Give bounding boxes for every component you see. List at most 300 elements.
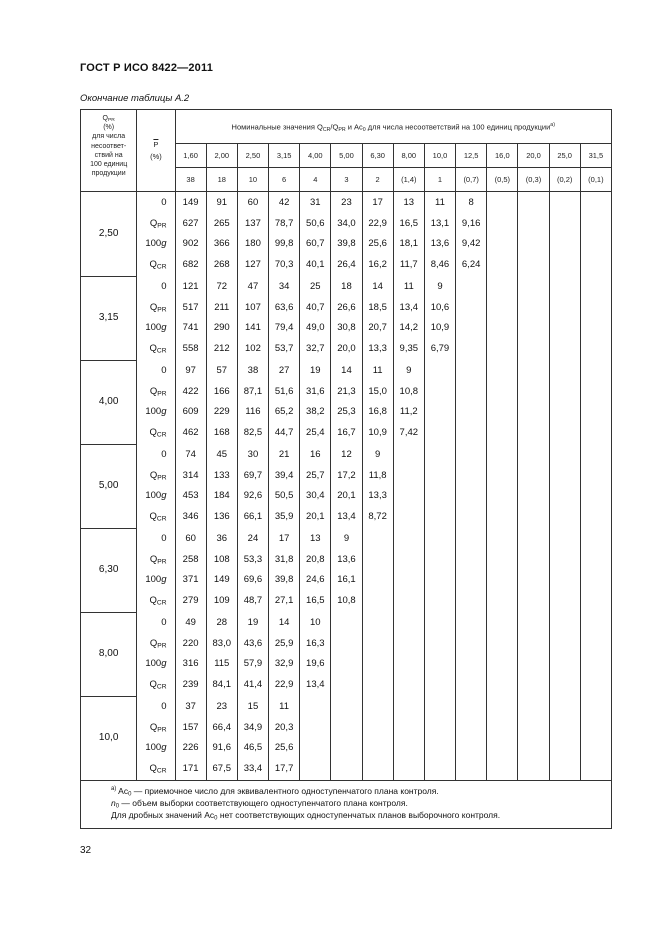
value-cell — [424, 718, 455, 738]
value-cell: 25,6 — [362, 234, 393, 254]
value-cell: 13,6 — [331, 550, 362, 570]
value-cell — [580, 718, 611, 738]
value-cell: 13,3 — [362, 486, 393, 506]
value-cell — [580, 758, 611, 781]
value-cell — [393, 486, 424, 506]
value-cell: 371 — [175, 570, 206, 590]
qpr-value: 2,50 — [81, 192, 137, 277]
value-cell — [424, 758, 455, 781]
table-body — [81, 192, 612, 781]
row-kind-k0: 0 — [137, 444, 175, 466]
value-cell: 11,7 — [393, 254, 424, 276]
value-cell — [456, 696, 487, 718]
row-kind-qcr: $Q_{CR}$ — [137, 254, 175, 276]
acceptance-header-cell: (1,4) — [393, 168, 424, 192]
table-row — [81, 570, 612, 590]
value-cell: 27,1 — [269, 590, 300, 612]
value-cell: 33,4 — [237, 758, 268, 781]
table-row — [81, 338, 612, 360]
value-cell: 67,5 — [206, 758, 237, 781]
value-cell — [393, 738, 424, 758]
value-cell — [518, 318, 549, 338]
value-cell: 102 — [237, 338, 268, 360]
value-cell — [518, 276, 549, 298]
value-cell — [518, 654, 549, 674]
value-cell — [393, 570, 424, 590]
value-cell — [518, 612, 549, 634]
value-cell — [549, 486, 580, 506]
ratio-header-cell: 8,00 — [393, 144, 424, 168]
ratio-header-cell: 2,50 — [237, 144, 268, 168]
value-cell: 16,5 — [300, 590, 331, 612]
value-cell — [580, 654, 611, 674]
value-cell: 116 — [237, 402, 268, 422]
table-caption: Окончание таблицы А.2 — [80, 93, 190, 104]
value-cell — [487, 422, 518, 444]
value-cell: 92,6 — [237, 486, 268, 506]
value-cell — [487, 234, 518, 254]
value-cell: 25,4 — [300, 422, 331, 444]
value-cell: 316 — [175, 654, 206, 674]
value-cell: 70,3 — [269, 254, 300, 276]
value-cell — [487, 214, 518, 234]
value-cell: 25,7 — [300, 466, 331, 486]
value-cell: 627 — [175, 214, 206, 234]
footnote-fractional: Для дробных значений $Ac_0$ нет соответствующих одноступенчатых планов выборочного контроля. — [111, 809, 501, 822]
value-cell — [456, 422, 487, 444]
row-kind-qcr: $Q_{CR}$ — [137, 590, 175, 612]
footnote-ac0: $^{a)}$ $Ac_0$ — приемочное число для эквивалентного одноступенчатого плана контроля. — [111, 785, 439, 798]
value-cell — [580, 338, 611, 360]
value-cell — [300, 738, 331, 758]
value-cell: 32,9 — [269, 654, 300, 674]
value-cell: 19 — [300, 360, 331, 382]
value-cell: 14 — [362, 276, 393, 298]
ratio-header-cell: 5,00 — [331, 144, 362, 168]
value-cell: 78,7 — [269, 214, 300, 234]
value-cell — [518, 402, 549, 422]
value-cell — [549, 466, 580, 486]
table-row — [81, 382, 612, 402]
ratio-header-cell: 10,0 — [424, 144, 455, 168]
value-cell: 69,6 — [237, 570, 268, 590]
value-cell — [424, 590, 455, 612]
value-cell — [487, 360, 518, 382]
value-cell — [424, 634, 455, 654]
value-cell: 39,8 — [331, 234, 362, 254]
value-cell: 21 — [269, 444, 300, 466]
value-cell: 9,16 — [456, 214, 487, 234]
acceptance-header-cell: (0,3) — [518, 168, 549, 192]
value-cell: 462 — [175, 422, 206, 444]
value-cell — [393, 612, 424, 634]
value-cell — [487, 318, 518, 338]
value-cell: 25,3 — [331, 402, 362, 422]
value-cell: 346 — [175, 506, 206, 528]
value-cell: 42 — [269, 192, 300, 215]
value-cell: 45 — [206, 444, 237, 466]
value-cell: 20,3 — [269, 718, 300, 738]
ratio-header-cell: 20,0 — [518, 144, 549, 168]
page-number: 32 — [80, 845, 92, 856]
value-cell — [518, 634, 549, 654]
value-cell — [549, 382, 580, 402]
value-cell: 25,6 — [269, 738, 300, 758]
value-cell — [456, 318, 487, 338]
value-cell — [362, 718, 393, 738]
value-cell: 10,8 — [393, 382, 424, 402]
value-cell — [518, 570, 549, 590]
value-cell — [580, 738, 611, 758]
value-cell: 279 — [175, 590, 206, 612]
value-cell — [549, 360, 580, 382]
value-cell — [393, 758, 424, 781]
value-cell — [580, 360, 611, 382]
value-cell — [487, 276, 518, 298]
value-cell: 39,8 — [269, 570, 300, 590]
value-cell — [487, 402, 518, 422]
value-cell — [518, 550, 549, 570]
ratio-header-cell: 4,00 — [300, 144, 331, 168]
row-kind-k0: 0 — [137, 192, 175, 215]
value-cell: 40,7 — [300, 298, 331, 318]
value-cell: 18,5 — [362, 298, 393, 318]
row-kind-100g: 100g — [137, 318, 175, 338]
value-cell: 226 — [175, 738, 206, 758]
value-cell — [580, 192, 611, 215]
value-cell: 46,5 — [237, 738, 268, 758]
value-cell: 9 — [393, 360, 424, 382]
value-cell: 11,2 — [393, 402, 424, 422]
value-cell: 37 — [175, 696, 206, 718]
value-cell — [549, 550, 580, 570]
value-cell: 50,6 — [300, 214, 331, 234]
table-row — [81, 758, 612, 781]
value-cell — [487, 570, 518, 590]
value-cell — [487, 718, 518, 738]
value-cell: 31 — [300, 192, 331, 215]
value-cell — [456, 718, 487, 738]
value-cell: 60,7 — [300, 234, 331, 254]
value-cell: 65,2 — [269, 402, 300, 422]
value-cell — [518, 254, 549, 276]
value-cell: 66,1 — [237, 506, 268, 528]
table-row — [81, 654, 612, 674]
value-cell: 84,1 — [206, 674, 237, 696]
value-cell: 11 — [424, 192, 455, 215]
row-kind-100g: 100g — [137, 654, 175, 674]
value-cell — [424, 612, 455, 634]
table-row — [81, 276, 612, 298]
value-cell — [580, 276, 611, 298]
value-cell: 149 — [175, 192, 206, 215]
value-cell: 8,46 — [424, 254, 455, 276]
ratio-header-cell: 1,60 — [175, 144, 206, 168]
ratio-header-cell: 2,00 — [206, 144, 237, 168]
value-cell — [518, 718, 549, 738]
value-cell: 133 — [206, 466, 237, 486]
value-cell — [549, 276, 580, 298]
value-cell: 9,35 — [393, 338, 424, 360]
row-kind-qpr: $Q_{PR}$ — [137, 634, 175, 654]
table-row — [81, 318, 612, 338]
value-cell — [456, 338, 487, 360]
value-cell — [549, 234, 580, 254]
acceptance-header-cell: 3 — [331, 168, 362, 192]
value-cell — [362, 696, 393, 718]
table-row — [81, 738, 612, 758]
value-cell: 211 — [206, 298, 237, 318]
value-cell: 268 — [206, 254, 237, 276]
value-cell — [580, 444, 611, 466]
row-kind-k0: 0 — [137, 276, 175, 298]
value-cell: 14 — [331, 360, 362, 382]
acceptance-header-cell: 1 — [424, 168, 455, 192]
qpr-value: 6,30 — [81, 528, 137, 612]
value-cell: 265 — [206, 214, 237, 234]
value-cell: 10,9 — [362, 422, 393, 444]
value-cell — [424, 550, 455, 570]
value-cell — [393, 506, 424, 528]
value-cell: 87,1 — [237, 382, 268, 402]
table-row — [81, 550, 612, 570]
acceptance-header-cell: 38 — [175, 168, 206, 192]
value-cell — [456, 298, 487, 318]
qpr-value: 4,00 — [81, 360, 137, 444]
value-cell: 9 — [424, 276, 455, 298]
qpr-value: 5,00 — [81, 444, 137, 528]
value-cell — [362, 550, 393, 570]
value-cell — [456, 674, 487, 696]
value-cell — [393, 674, 424, 696]
table-row — [81, 674, 612, 696]
table-row — [81, 254, 612, 276]
value-cell: 31,8 — [269, 550, 300, 570]
value-cell: 16,3 — [300, 634, 331, 654]
value-cell: 99,8 — [269, 234, 300, 254]
value-cell — [331, 758, 362, 781]
value-cell — [518, 298, 549, 318]
value-cell — [580, 402, 611, 422]
value-cell: 83,0 — [206, 634, 237, 654]
value-cell — [518, 422, 549, 444]
value-cell — [518, 528, 549, 550]
value-cell — [580, 254, 611, 276]
value-cell: 11 — [362, 360, 393, 382]
sampling-plan-table — [80, 109, 612, 829]
value-cell — [331, 612, 362, 634]
value-cell — [549, 738, 580, 758]
value-cell: 13,1 — [424, 214, 455, 234]
value-cell — [331, 696, 362, 718]
value-cell — [580, 318, 611, 338]
value-cell — [456, 738, 487, 758]
value-cell — [393, 528, 424, 550]
value-cell — [580, 466, 611, 486]
value-cell: 517 — [175, 298, 206, 318]
value-cell: 38,2 — [300, 402, 331, 422]
value-cell — [393, 654, 424, 674]
qpr-symbol: $Q_{PR}$ — [102, 115, 115, 124]
table-row — [81, 506, 612, 528]
value-cell: 239 — [175, 674, 206, 696]
row-kind-100g: 100g — [137, 486, 175, 506]
value-cell: 168 — [206, 422, 237, 444]
value-cell — [456, 360, 487, 382]
acceptance-header-cell: 18 — [206, 168, 237, 192]
value-cell — [580, 590, 611, 612]
value-cell — [580, 570, 611, 590]
value-cell: 24,6 — [300, 570, 331, 590]
value-cell: 20,7 — [362, 318, 393, 338]
value-cell: 17 — [362, 192, 393, 215]
value-cell: 20,8 — [300, 550, 331, 570]
value-cell: 50,5 — [269, 486, 300, 506]
value-cell — [393, 634, 424, 654]
value-cell: 16 — [300, 444, 331, 466]
value-cell: 32,7 — [300, 338, 331, 360]
value-cell — [300, 696, 331, 718]
value-cell — [456, 654, 487, 674]
value-cell: 60 — [175, 528, 206, 550]
value-cell: 14 — [269, 612, 300, 634]
value-cell: 9,42 — [456, 234, 487, 254]
value-cell: 27 — [269, 360, 300, 382]
value-cell — [424, 506, 455, 528]
value-cell — [456, 382, 487, 402]
value-cell — [424, 738, 455, 758]
table-row — [81, 486, 612, 506]
value-cell: 16,5 — [393, 214, 424, 234]
value-cell — [549, 298, 580, 318]
value-cell — [362, 528, 393, 550]
value-cell — [487, 696, 518, 718]
value-cell — [456, 444, 487, 466]
value-cell — [487, 590, 518, 612]
value-cell: 229 — [206, 402, 237, 422]
value-cell — [487, 466, 518, 486]
value-cell — [424, 528, 455, 550]
value-cell: 26,6 — [331, 298, 362, 318]
footnote-n0: $n_0$ — объем выборки соответствующего одноступенчатого плана контроля. — [111, 797, 408, 810]
value-cell: 212 — [206, 338, 237, 360]
value-cell: 53,3 — [237, 550, 268, 570]
value-cell: 171 — [175, 758, 206, 781]
value-cell: 180 — [237, 234, 268, 254]
value-cell — [487, 738, 518, 758]
value-cell: 902 — [175, 234, 206, 254]
value-cell: 157 — [175, 718, 206, 738]
value-cell — [487, 192, 518, 215]
value-cell: 16,8 — [362, 402, 393, 422]
table-row — [81, 696, 612, 718]
value-cell — [331, 674, 362, 696]
row-kind-k0: 0 — [137, 360, 175, 382]
value-cell: 60 — [237, 192, 268, 215]
value-cell — [393, 444, 424, 466]
acceptance-header-cell: 4 — [300, 168, 331, 192]
value-cell: 15 — [237, 696, 268, 718]
value-cell — [549, 338, 580, 360]
value-cell: 184 — [206, 486, 237, 506]
value-cell — [424, 486, 455, 506]
value-cell: 23 — [206, 696, 237, 718]
value-cell — [549, 528, 580, 550]
row-kind-qcr: $Q_{CR}$ — [137, 674, 175, 696]
value-cell — [580, 298, 611, 318]
value-cell: 127 — [237, 254, 268, 276]
table-row — [81, 590, 612, 612]
value-cell — [424, 466, 455, 486]
value-cell: 682 — [175, 254, 206, 276]
table-row — [81, 360, 612, 382]
value-cell — [549, 254, 580, 276]
value-cell: 57,9 — [237, 654, 268, 674]
value-cell — [549, 214, 580, 234]
value-cell: 741 — [175, 318, 206, 338]
value-cell — [580, 486, 611, 506]
value-cell: 26,4 — [331, 254, 362, 276]
qpr-header: $Q_{PR}$ (%) для числа несоответ- ствий на 100 единиц продукции — [81, 110, 137, 192]
value-cell — [518, 738, 549, 758]
value-cell — [518, 590, 549, 612]
value-cell — [424, 654, 455, 674]
value-cell — [393, 718, 424, 738]
value-cell: 10,8 — [331, 590, 362, 612]
value-cell — [518, 338, 549, 360]
qpr-value: 10,0 — [81, 696, 137, 781]
value-cell: 13,4 — [300, 674, 331, 696]
value-cell — [300, 718, 331, 738]
row-kind-qpr: $Q_{PR}$ — [137, 466, 175, 486]
value-cell: 121 — [175, 276, 206, 298]
value-cell: 220 — [175, 634, 206, 654]
value-cell — [393, 590, 424, 612]
value-cell — [518, 758, 549, 781]
value-cell — [487, 338, 518, 360]
value-cell: 109 — [206, 590, 237, 612]
value-cell — [518, 506, 549, 528]
table-row — [81, 298, 612, 318]
value-cell — [549, 696, 580, 718]
value-cell: 34,0 — [331, 214, 362, 234]
value-cell — [518, 234, 549, 254]
value-cell — [487, 382, 518, 402]
value-cell — [580, 550, 611, 570]
value-cell — [487, 444, 518, 466]
value-cell: 91 — [206, 192, 237, 215]
value-cell — [518, 382, 549, 402]
ratio-header-cell: 25,0 — [549, 144, 580, 168]
value-cell: 10,6 — [424, 298, 455, 318]
value-cell — [580, 674, 611, 696]
value-cell — [487, 758, 518, 781]
value-cell: 23 — [331, 192, 362, 215]
value-cell: 49 — [175, 612, 206, 634]
value-cell — [424, 570, 455, 590]
value-cell: 30 — [237, 444, 268, 466]
value-cell — [549, 718, 580, 738]
value-cell — [362, 674, 393, 696]
value-cell: 149 — [206, 570, 237, 590]
value-cell — [518, 486, 549, 506]
value-cell: 20,0 — [331, 338, 362, 360]
value-cell: 13 — [300, 528, 331, 550]
value-cell: 22,9 — [362, 214, 393, 234]
value-cell — [362, 654, 393, 674]
value-cell — [362, 758, 393, 781]
row-kind-qpr: $Q_{PR}$ — [137, 382, 175, 402]
